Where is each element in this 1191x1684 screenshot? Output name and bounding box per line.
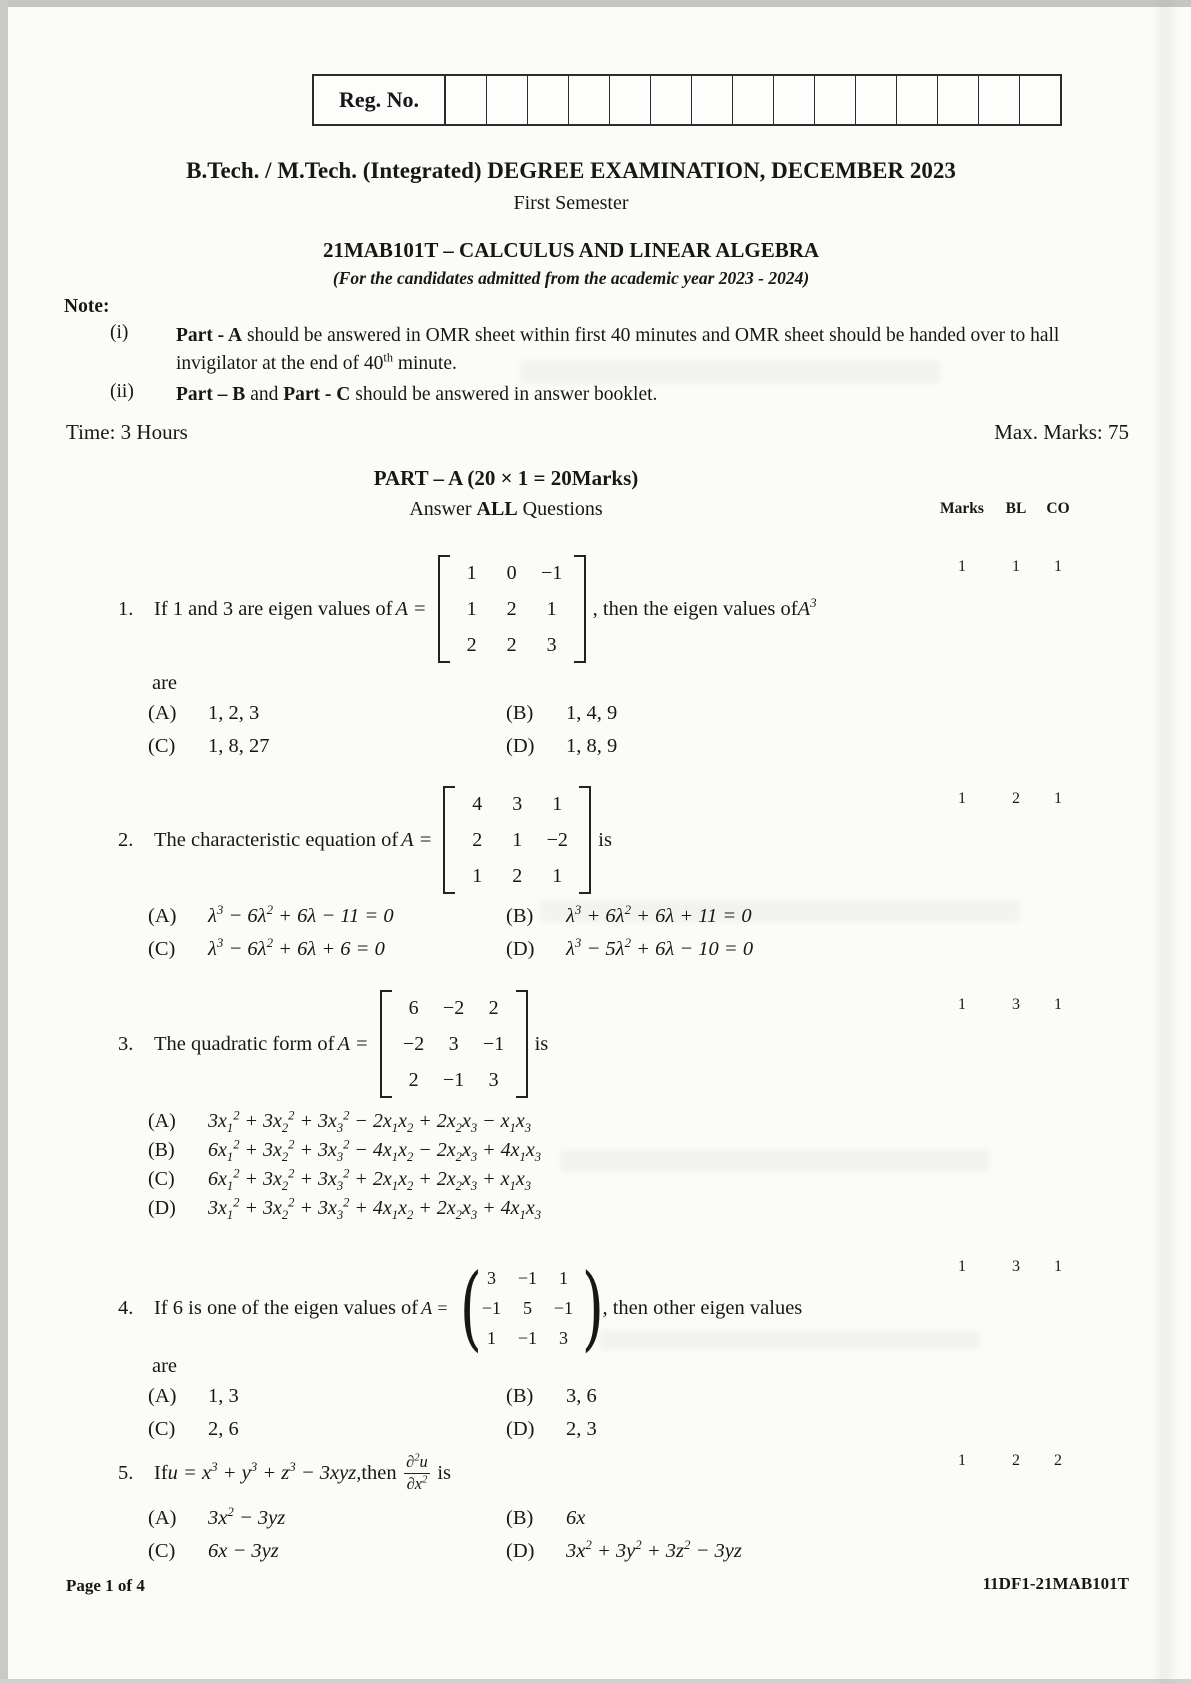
- bl-value: 3: [1012, 996, 1020, 1013]
- option-text: $3x^2 + 3y^2 + 3z^2 - 3yz$: [566, 1536, 742, 1562]
- option-label: (B): [506, 1385, 534, 1407]
- matrix-row: [452, 555, 572, 591]
- matrix-cell: −1: [553, 1297, 574, 1318]
- option-text: 1, 8, 9: [566, 734, 618, 757]
- marks-value: 1: [958, 790, 966, 807]
- marks-value: 1: [958, 1258, 966, 1275]
- question-2-marks: [930, 790, 1078, 808]
- reg-number-cell: [487, 76, 528, 124]
- option-text: 3, 6: [566, 1385, 597, 1407]
- time-marks-row: [66, 420, 1129, 445]
- fraction-numerator: ∂$^2$u: [406, 1451, 428, 1471]
- matrix-left-bracket: [438, 555, 450, 663]
- option-label: (A): [148, 1507, 177, 1529]
- question-4-marks: [930, 1258, 1078, 1276]
- option-label: (B): [506, 905, 534, 927]
- fraction-denominator: $\partial x^2$: [404, 1473, 431, 1495]
- matrix-body: [452, 555, 572, 663]
- matrix-row: [473, 1263, 581, 1293]
- note-bold-part-a: Part - A: [176, 325, 243, 346]
- option-label: (C): [148, 1168, 175, 1190]
- matrix-body: [394, 990, 514, 1098]
- option-label: (A): [148, 1385, 177, 1407]
- matrix-right-bracket: [574, 555, 586, 663]
- matrix-cell: 2: [506, 597, 517, 620]
- question-math: $u = x^3 + y^3 + z^3 - 3xyz$,: [167, 1458, 362, 1484]
- question-2-statement: [118, 788, 612, 892]
- answer-instruction: [0, 498, 1012, 521]
- option-label: (C): [148, 734, 176, 757]
- scan-edge-bottom: [0, 1679, 1191, 1684]
- reg-number-cell: [569, 76, 610, 124]
- semester-title: First Semester: [513, 192, 629, 214]
- matrix-variable: A =: [421, 1297, 449, 1318]
- question-text: The characteristic equation of: [154, 828, 399, 851]
- question-number: 5.: [118, 1461, 134, 1484]
- option-text: $3x_1^2 + 3x_2^2 + 3x_3^2 + 4x_1x_2 + 2x_2x_3 + 4x_1x_3$: [208, 1195, 541, 1222]
- co-value: 2: [1054, 1452, 1062, 1469]
- option-text: 2, 3: [566, 1417, 597, 1440]
- matrix-cell: 3: [448, 1032, 459, 1055]
- footer-paper-code: 11DF1-21MAB101T: [982, 1574, 1129, 1593]
- reg-number-cell: [528, 76, 569, 124]
- matrix-cell: 5: [522, 1297, 532, 1318]
- option-text: 1, 8, 27: [208, 734, 270, 757]
- question-number: 2.: [118, 828, 134, 851]
- bl-value: 2: [1012, 790, 1020, 807]
- note-item-2: [64, 381, 1125, 409]
- question-text: If: [154, 1461, 168, 1484]
- matrix-cell: 3: [486, 1267, 496, 1288]
- question-5-marks: [930, 1452, 1078, 1470]
- matrix-left-bracket: [380, 990, 392, 1098]
- option-label: (B): [506, 1507, 534, 1529]
- question-math: $A^3$: [797, 594, 817, 620]
- note-bold-part-b: Part – B: [176, 384, 246, 406]
- option-text: 2, 6: [208, 1417, 239, 1440]
- note-item-text: [176, 381, 1125, 409]
- option-label: (D): [506, 937, 535, 960]
- note-text-segment: and: [245, 384, 284, 406]
- option-label: (C): [148, 1539, 176, 1562]
- co-col-label: CO: [1046, 500, 1070, 517]
- matrix-cell: 3: [488, 1068, 499, 1091]
- matrix-row: [394, 990, 514, 1026]
- matrix-cell: 3: [558, 1327, 568, 1348]
- question-5-options: [148, 1505, 742, 1564]
- matrix-cell: 6: [408, 996, 419, 1019]
- question-1-matrix: [438, 555, 586, 663]
- matrix-row: [473, 1323, 581, 1353]
- scan-edge-right: [1157, 0, 1173, 1684]
- answer-instruction-segment: Answer: [409, 498, 477, 520]
- option-text: $3x^2 - 3yz$: [208, 1504, 286, 1529]
- matrix-cell: 3: [546, 633, 557, 656]
- scan-edge-left: [0, 0, 8, 1684]
- reg-number-cell: [446, 76, 487, 124]
- course-title: 21MAB101T – CALCULUS AND LINEAR ALGEBRA: [322, 238, 820, 262]
- reg-number-cell: [815, 76, 856, 124]
- max-marks-label: Max. Marks: 75: [994, 420, 1129, 444]
- option-text: 1, 2, 3: [208, 702, 260, 724]
- matrix-cell: −1: [482, 1032, 505, 1055]
- note-bold-part-c: Part - C: [283, 384, 351, 406]
- matrix-cell: 1: [512, 828, 523, 851]
- matrix-left-bracket: [443, 786, 455, 894]
- question-continuation: are: [152, 1355, 178, 1377]
- answer-instruction-bold: ALL: [476, 498, 518, 520]
- note-label: Note:: [64, 296, 110, 317]
- option-label: (D): [506, 734, 535, 757]
- matrix-variable: A =: [395, 597, 427, 620]
- option-label: (C): [148, 1417, 176, 1440]
- matrix-cell: 1: [486, 1327, 496, 1348]
- question-2-options: [148, 903, 753, 962]
- matrix-right-bracket: ): [582, 1254, 605, 1361]
- marks-value: 1: [958, 558, 966, 575]
- note-text-segment: should be answered in OMR sheet within first 40 minutes and OMR sheet should be handed over to hall invigilator at the end of 40: [176, 325, 1060, 374]
- question-4-options: [148, 1383, 597, 1442]
- matrix-cell: 1: [546, 597, 557, 620]
- bl-col-label: BL: [1005, 500, 1027, 517]
- question-2-matrix: [443, 786, 591, 894]
- partial-derivative-fraction: [404, 1452, 431, 1494]
- bl-value: 2: [1012, 1452, 1020, 1469]
- reg-number-cell: [774, 76, 815, 124]
- matrix-row: [457, 858, 577, 894]
- option-text: 1, 3: [208, 1385, 239, 1407]
- reg-number-table: [312, 74, 1062, 126]
- note-item-number: (ii): [110, 381, 134, 403]
- question-text: , then the eigen values of: [592, 597, 798, 620]
- matrix-row: [452, 591, 572, 627]
- matrix-row: [457, 786, 577, 822]
- note-superscript: th: [383, 350, 393, 365]
- reg-number-cells: [446, 76, 1060, 124]
- matrix-cell: 3: [512, 792, 523, 815]
- option-label: (B): [148, 1139, 175, 1161]
- question-4-matrix: [459, 1254, 605, 1361]
- matrix-cell: −2: [546, 828, 568, 851]
- option-text: $6x_1^2 + 3x_2^2 + 3x_3^2 + 2x_1x_2 + 2x_2x_3 + x_1x_3$: [208, 1166, 531, 1193]
- bl-value: 3: [1012, 1258, 1020, 1275]
- option-text: $\lambda^3 - 6\lambda^2 + 6\lambda + 6 = 0$: [208, 934, 385, 960]
- matrix-right-bracket: [516, 990, 528, 1098]
- question-continuation: are: [152, 672, 178, 694]
- matrix-row: [457, 822, 577, 858]
- matrix-cell: 2: [506, 633, 517, 656]
- question-3-matrix: [380, 990, 528, 1098]
- matrix-row: [394, 1062, 514, 1098]
- note-item-text: [176, 322, 1125, 377]
- question-text: If 6 is one of the eigen values of: [154, 1296, 419, 1319]
- matrix-cell: 0: [506, 561, 517, 584]
- matrix-cell: 2: [512, 864, 523, 887]
- marks-column-header: [930, 500, 1078, 518]
- option-text: 1, 4, 9: [566, 702, 618, 724]
- question-1-statement: [118, 548, 817, 670]
- question-text: then: [361, 1461, 397, 1484]
- matrix-cell: 1: [558, 1267, 568, 1288]
- option-text: $3x_1^2 + 3x_2^2 + 3x_3^2 - 2x_1x_2 + 2x_2x_3 - x_1x_3$: [208, 1108, 531, 1135]
- option-label: (A): [148, 905, 177, 927]
- matrix-cell: 1: [466, 561, 477, 584]
- marks-value: 1: [958, 996, 966, 1013]
- matrix-variable: A =: [337, 1032, 369, 1055]
- answer-instruction-segment: Questions: [517, 498, 603, 520]
- question-3-options: [148, 1108, 541, 1221]
- reg-number-cell: [897, 76, 938, 124]
- option-label: (A): [148, 702, 177, 724]
- option-label: (A): [148, 1110, 176, 1132]
- co-value: 1: [1054, 790, 1062, 807]
- note-text-segment: minute.: [392, 352, 457, 374]
- co-value: 1: [1054, 1258, 1062, 1275]
- scan-edge-top: [0, 0, 1191, 7]
- reg-number-cell: [733, 76, 774, 124]
- option-text: $6x_1^2 + 3x_2^2 + 3x_3^2 - 4x_1x_2 - 2x_2x_3 + 4x_1x_3$: [208, 1137, 541, 1164]
- matrix-body: [457, 786, 577, 894]
- question-1-options: [148, 700, 617, 759]
- matrix-cell: 1: [472, 864, 483, 887]
- question-text: is: [437, 1461, 451, 1484]
- option-label: (D): [506, 1417, 535, 1440]
- note-item-number: (i): [110, 322, 129, 343]
- question-5-statement: [118, 1440, 451, 1506]
- matrix-cell: 1: [552, 792, 563, 815]
- matrix-cell: −1: [540, 561, 563, 584]
- matrix-cell: −2: [442, 996, 465, 1019]
- question-number: 3.: [118, 1032, 134, 1055]
- note-item-1: [64, 322, 1125, 377]
- scan-bleedthrough-smudge: [560, 1150, 990, 1172]
- co-value: 1: [1054, 996, 1062, 1013]
- option-text: $\lambda^3 - 6\lambda^2 + 6\lambda - 11 = 0$: [208, 902, 394, 927]
- matrix-cell: −1: [481, 1297, 502, 1318]
- time-label: Time: 3 Hours: [66, 420, 188, 444]
- option-text: 6x: [566, 1507, 586, 1529]
- marks-value: 1: [958, 1452, 966, 1469]
- matrix-left-bracket: (: [460, 1254, 483, 1361]
- question-text: The quadratic form of: [154, 1032, 335, 1055]
- matrix-cell: −1: [517, 1267, 538, 1288]
- matrix-cell: 2: [488, 996, 499, 1019]
- exam-title: B.Tech. / M.Tech. (Integrated) DEGREE EXAMINATION, DECEMBER 2023: [186, 158, 956, 183]
- matrix-cell: 1: [466, 597, 477, 620]
- reg-number-cell: [979, 76, 1020, 124]
- matrix-right-bracket: [579, 786, 591, 894]
- option-text: $\lambda^3 + 6\lambda^2 + 6\lambda + 11 = 0$: [566, 902, 752, 927]
- question-number: 4.: [118, 1296, 134, 1319]
- title-block: [28, 158, 1114, 289]
- matrix-cell: 2: [408, 1068, 419, 1091]
- matrix-cell: −2: [402, 1032, 425, 1055]
- question-3-marks: [930, 996, 1078, 1014]
- footer-page-number: Page 1 of 4: [66, 1576, 145, 1595]
- note-text-segment: should be answered in answer booklet.: [350, 384, 658, 406]
- matrix-row: [473, 1293, 581, 1323]
- reg-number-cell: [856, 76, 897, 124]
- option-label: (D): [148, 1197, 176, 1219]
- question-text: is: [534, 1032, 549, 1055]
- co-value: 1: [1054, 558, 1062, 575]
- reg-number-cell: [1020, 76, 1060, 124]
- part-a-title: PART – A (20 × 1 = 20Marks): [373, 466, 639, 490]
- reg-number-cell: [610, 76, 651, 124]
- question-number: 1.: [118, 597, 134, 620]
- matrix-cell: −1: [517, 1327, 538, 1348]
- question-1-marks: [930, 558, 1078, 576]
- note-section: [64, 296, 1125, 409]
- question-3-statement: [118, 992, 548, 1096]
- matrix-cell: −1: [442, 1068, 465, 1091]
- option-label: (D): [506, 1539, 535, 1562]
- option-label: (C): [148, 937, 176, 960]
- option-label: (B): [506, 702, 534, 724]
- matrix-cell: 4: [472, 792, 483, 815]
- reg-number-cell: [938, 76, 979, 124]
- matrix-row: [452, 627, 572, 663]
- matrix-cell: 2: [466, 633, 477, 656]
- question-text: is: [598, 828, 612, 851]
- matrix-cell: 1: [552, 864, 563, 887]
- marks-col-label: Marks: [940, 500, 984, 517]
- part-a-header: [0, 466, 1012, 521]
- matrix-cell: 2: [472, 828, 483, 851]
- bl-value: 1: [1012, 558, 1020, 575]
- admission-year-note: (For the candidates admitted from the academic year 2023 - 2024): [332, 268, 810, 288]
- matrix-variable: A =: [401, 828, 433, 851]
- matrix-body: [473, 1262, 581, 1354]
- matrix-row: [394, 1026, 514, 1062]
- reg-number-cell: [692, 76, 733, 124]
- reg-number-label: Reg. No.: [314, 76, 446, 124]
- option-text: $\lambda^3 - 5\lambda^2 + 6\lambda - 10 = 0$: [566, 934, 754, 960]
- question-text: , then other eigen values: [602, 1296, 803, 1319]
- option-text: 6x − 3yz: [208, 1539, 279, 1562]
- question-text: If 1 and 3 are eigen values of: [154, 597, 393, 620]
- reg-number-cell: [651, 76, 692, 124]
- question-4-statement: [118, 1254, 803, 1361]
